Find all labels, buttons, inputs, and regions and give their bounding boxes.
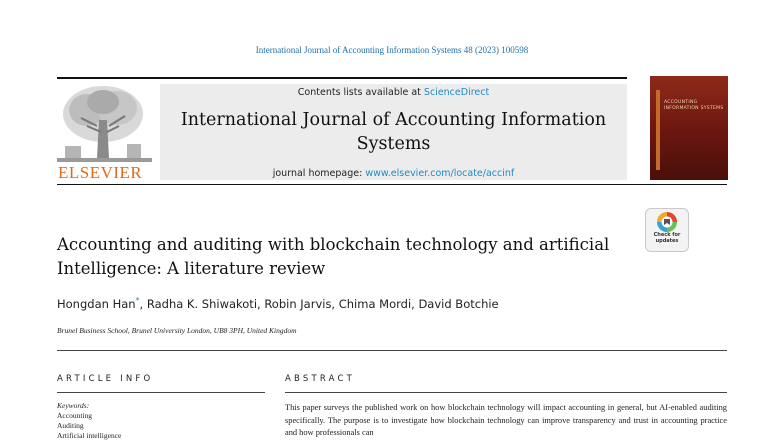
homepage-line (160, 168, 627, 179)
journal-cover[interactable] (650, 76, 728, 180)
abstract-text: This paper surveys the published work on how blockchain technology will impact accounting in general, but AI-enabled auditing specifically. The purpose is to investigate how blockchain technology can improve transparency and trust in accounting practice and how professionals can (285, 403, 727, 437)
cover-stripe (656, 90, 660, 170)
header-rule-bottom (57, 184, 727, 185)
keyword-item: Artificial intelligence (57, 431, 122, 440)
article-title: Accounting and auditing with blockchain technology and artificial Intelligence: A literature review (57, 235, 610, 278)
section-rule (57, 350, 727, 351)
keywords-label: Keywords: (57, 401, 90, 410)
article-info-heading: ARTICLE INFO (57, 374, 154, 384)
contents-line (160, 87, 627, 98)
corresponding-author-mark[interactable]: * (135, 296, 140, 305)
abstract-heading: ABSTRACT (285, 374, 356, 384)
first-author[interactable]: Hongdan Han (57, 296, 136, 311)
other-authors[interactable]: , Radha K. Shiwakoti, Robin Jarvis, Chima Mordi, David Botchie (139, 296, 499, 311)
journal-homepage-link[interactable]: www.elsevier.com/locate/accinf (365, 168, 515, 179)
cover-background (650, 76, 728, 180)
header-rule-top (57, 77, 627, 79)
keyword-item: Accounting (57, 411, 92, 420)
sciencedirect-link[interactable]: ScienceDirect (423, 87, 490, 98)
cover-title: ACCOUNTING INFORMATION SYSTEMS (664, 100, 724, 111)
affiliation: Brunel Business School, Brunel University London, UB8 3PH, United Kingdom (57, 326, 297, 335)
journal-title: International Journal of Accounting Information Systems (180, 110, 607, 154)
article-info-rule (57, 392, 265, 393)
author-list (57, 296, 737, 311)
publisher-name: ELSEVIER (58, 163, 143, 182)
check-for-updates-label: Check for updates (653, 232, 681, 244)
homepage-prefix: journal homepage: (272, 168, 366, 179)
abstract-rule (285, 392, 727, 393)
contents-prefix: Contents lists available at (297, 87, 424, 98)
journal-citation[interactable]: International Journal of Accounting Information Systems 48 (2023) 100598 (255, 45, 529, 55)
keywords-list (57, 411, 121, 441)
crossmark-icon (656, 211, 678, 233)
keyword-item: Auditing (57, 421, 84, 430)
